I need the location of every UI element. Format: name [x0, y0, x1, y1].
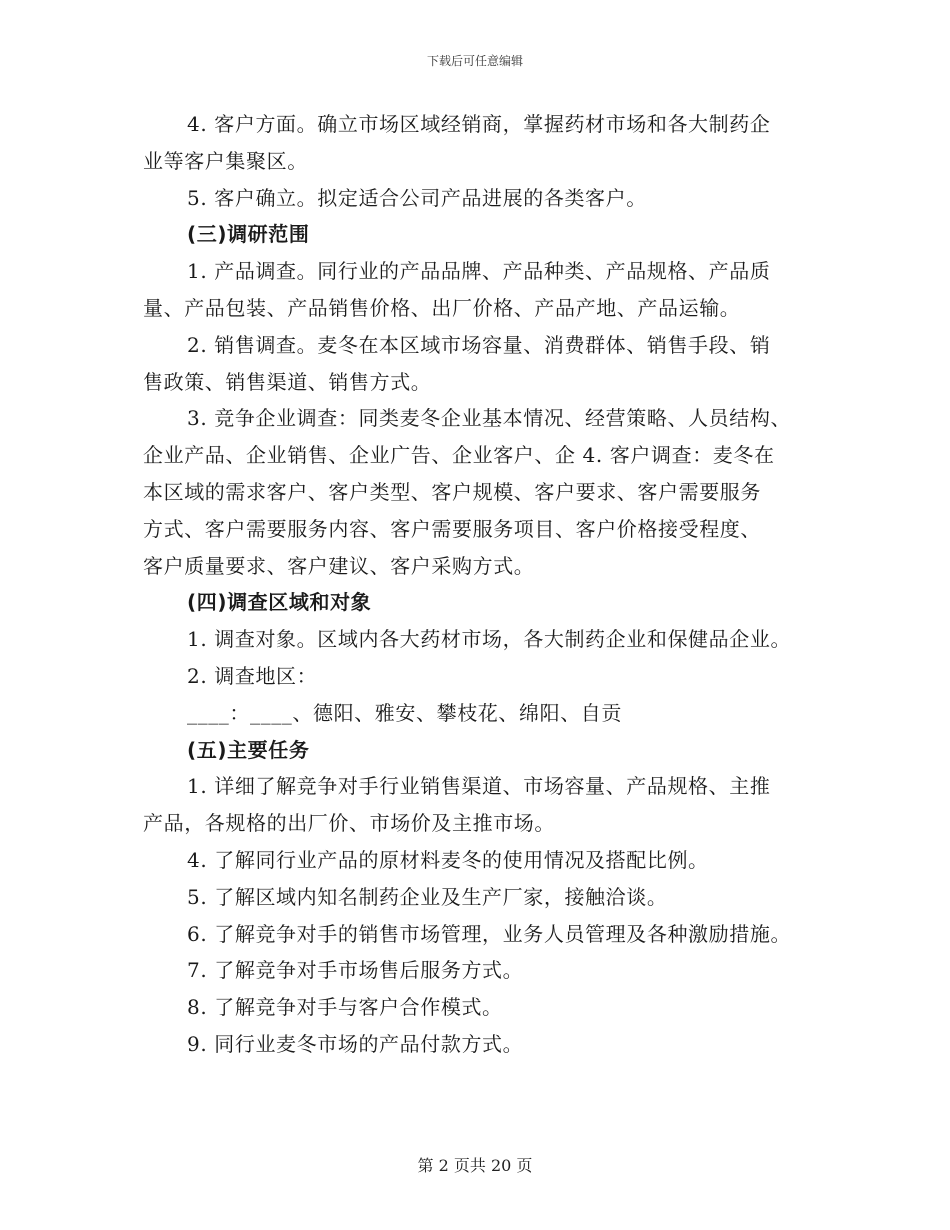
- section-heading: (三)调研范围: [187, 222, 310, 247]
- paragraph-line: 1. 产品调查。同行业的产品品牌、产品种类、产品规格、产品质: [187, 259, 771, 284]
- paragraph-line: 1. 调查对象。区域内各大药材市场，各大制药企业和保健品企业。: [187, 627, 792, 652]
- paragraph-line: 6. 了解竞争对手的销售市场管理，业务人员管理及各种激励措施。: [187, 921, 792, 946]
- paragraph-line: 7. 了解竞争对手市场售后服务方式。: [187, 958, 524, 983]
- paragraph-line: 产品，各规格的出厂价、市场价及主推市场。: [143, 811, 555, 836]
- paragraph-line: 5. 客户确立。拟定适合公司产品进展的各类客户。: [187, 185, 647, 210]
- paragraph-line: 企业产品、企业销售、企业广告、企业客户、企 4. 客户调查：麦冬在: [143, 443, 775, 468]
- paragraph-line: 2. 调查地区：: [187, 663, 318, 688]
- paragraph-line: 本区域的需求客户、客户类型、客户规模、客户要求、客户需要服务: [143, 479, 761, 504]
- paragraph-line: 客户质量要求、客户建议、客户采购方式。: [143, 553, 535, 578]
- document-body: [143, 106, 811, 1063]
- paragraph-line: 量、产品包装、产品销售价格、出厂价格、产品产地、产品运输。: [143, 295, 741, 320]
- page-footer: 第 2 页共 20 页: [417, 1156, 533, 1175]
- section-heading: (四)调查区域和对象: [187, 590, 372, 615]
- paragraph-line: 5. 了解区域内知名制药企业及生产厂家，接触洽谈。: [187, 884, 668, 909]
- paragraph-line: 方式、客户需要服务内容、客户需要服务项目、客户价格接受程度、: [143, 516, 761, 541]
- paragraph-line: 2. 销售调查。麦冬在本区域市场容量、消费群体、销售手段、销: [187, 332, 771, 357]
- paragraph-line: 业等客户集聚区。: [143, 148, 308, 173]
- paragraph-line: 8. 了解竞争对手与客户合作模式。: [187, 995, 503, 1020]
- section-heading: (五)主要任务: [187, 737, 310, 762]
- paragraph-line: 4. 客户方面。确立市场区域经销商，掌握药材市场和各大制药企: [187, 112, 771, 136]
- paragraph-line: ____：____、德阳、雅安、攀枝花、绵阳、自贡: [187, 700, 622, 725]
- paragraph-line: 9. 同行业麦冬市场的产品付款方式。: [187, 1031, 524, 1056]
- paragraph-line: 4. 了解同行业产品的原材料麦冬的使用情况及搭配比例。: [187, 847, 709, 872]
- page-header: 下载后可任意编辑: [426, 54, 523, 68]
- paragraph-line: 3. 竞争企业调查：同类麦冬企业基本情况、经营策略、人员结构、: [187, 406, 792, 431]
- paragraph-line: 1. 详细了解竞争对手行业销售渠道、市场容量、产品规格、主推: [187, 774, 771, 799]
- paragraph-line: 售政策、销售渠道、销售方式。: [143, 369, 432, 394]
